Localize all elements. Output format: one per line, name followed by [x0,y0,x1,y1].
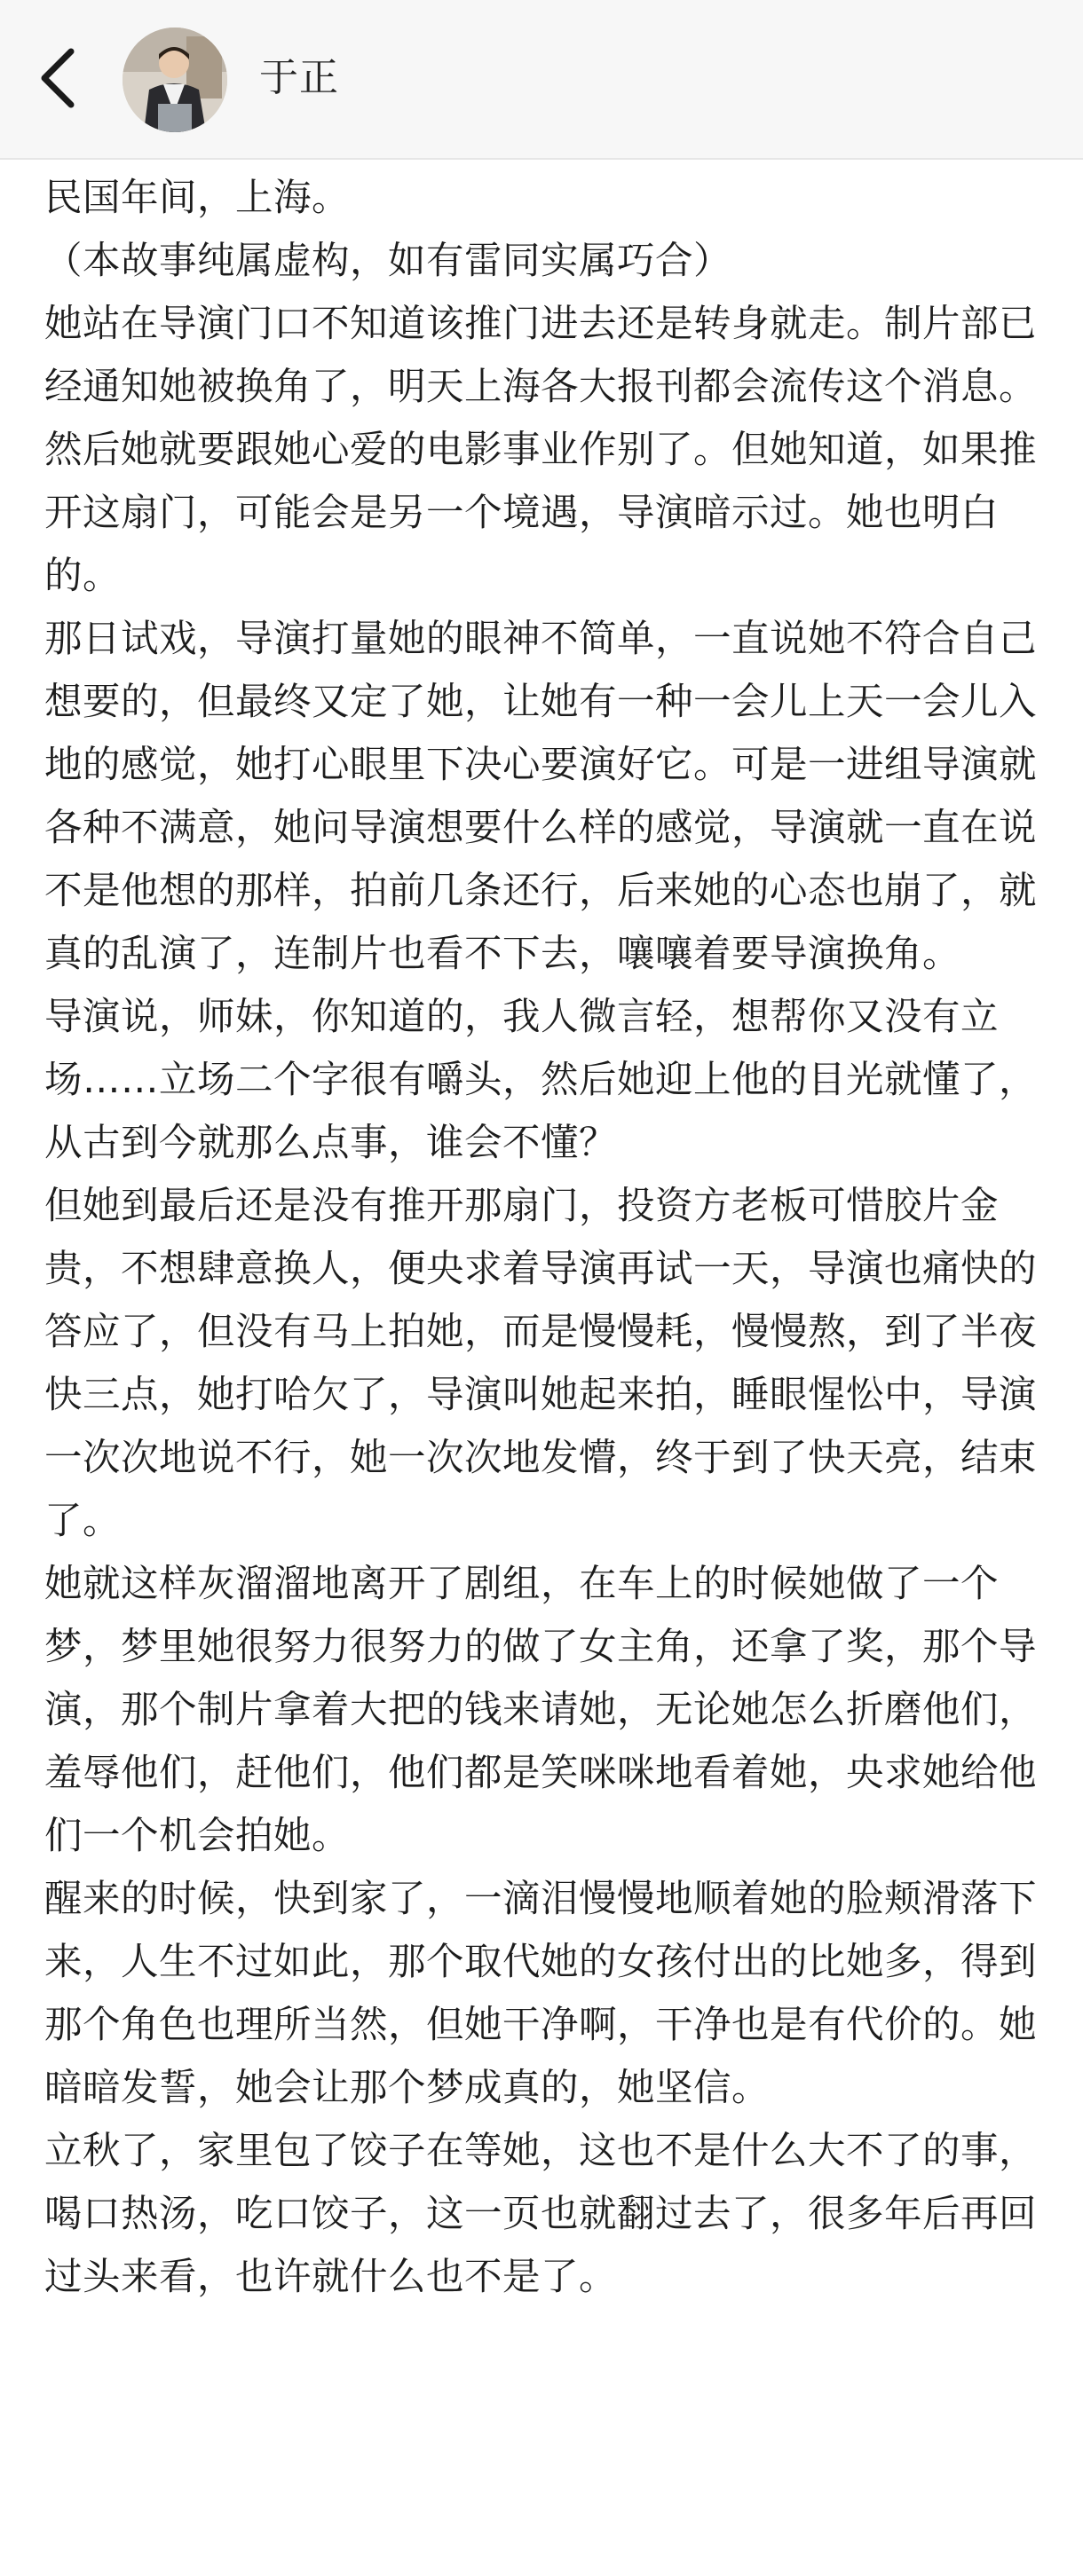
post-paragraph: 导演说，师妹，你知道的，我人微言轻，想帮你又没有立场……立场二个字很有嚼头，然后她迎上他的目光就懂了，从古到今就那么点事，谁会不懂？ [44,996,1038,1165]
post-paragraph: 那日试戏，导演打量她的眼神不简单，一直说她不符合自己想要的，但最终又定了她，让她有一种一会儿上天一会儿入地的感觉，她打心眼里下决心要演好它。可是一进组导演就各种不满意，她问导演想要什么样的感觉，导演就一直在说不是他想的那样，拍前几条还行，后来她的心态也崩了，就真的乱演了，连制片也看不下去，嚷嚷着要导演换角。 [44,618,1038,976]
post-paragraph: 她站在导演门口不知道该推门进去还是转身就走。制片部已经通知她被换角了，明天上海各大报刊都会流传这个消息。然后她就要跟她心爱的电影事业作别了。但她知道，如果推开这扇门，可能会是另一个境遇，导演暗示过。她也明白的。 [44,303,1038,598]
avatar[interactable] [123,28,227,132]
post-paragraph: 但她到最后还是没有推开那扇门，投资方老板可惜胶片金贵，不想肆意换人，便央求着导演再试一天，导演也痛快的答应了，但没有马上拍她，而是慢慢耗，慢慢熬，到了半夜快三点，她打哈欠了，导演叫她起来拍，睡眼惺忪中，导演一次次地说不行，她一次次地发懵，终于到了快天亮，结束了。 [44,1185,1038,1543]
post-paragraph: 醒来的时候，快到家了，一滴泪慢慢地顺着她的脸颊滑落下来，人生不过如此，那个取代她的女孩付出的比她多，得到那个角色也理所当然，但她干净啊，干净也是有代价的。她暗暗发誓，她会让那个梦成真的，她坚信。 [44,1878,1038,2110]
post-paragraph: 民国年间，上海。 [44,177,351,220]
username[interactable]: 于正 [259,55,339,100]
post-paragraph: （本故事纯属虚构，如有雷同实属巧合） [44,240,732,283]
post-paragraph: 她就这样灰溜溜地离开了剧组，在车上的时候她做了一个梦，梦里她很努力很努力的做了女主角，还拿了奖，那个导演，那个制片拿着大把的钱来请她，无论她怎么折磨他们，羞辱他们，赶他们，他们都是笑咪咪地看着她，央求她给他们一个机会拍她。 [44,1563,1038,1858]
back-button[interactable] [32,46,85,110]
chevron-left-icon [32,46,85,110]
avatar-image [123,28,227,132]
top-bar [0,0,1083,160]
post-paragraph: 立秋了，家里包了饺子在等她，这也不是什么大不了的事，喝口热汤，吃口饺子，这一页也就翻过去了，很多年后再回过头来看，也许就什么也不是了。 [44,2130,1038,2299]
post-content [44,167,1047,2309]
